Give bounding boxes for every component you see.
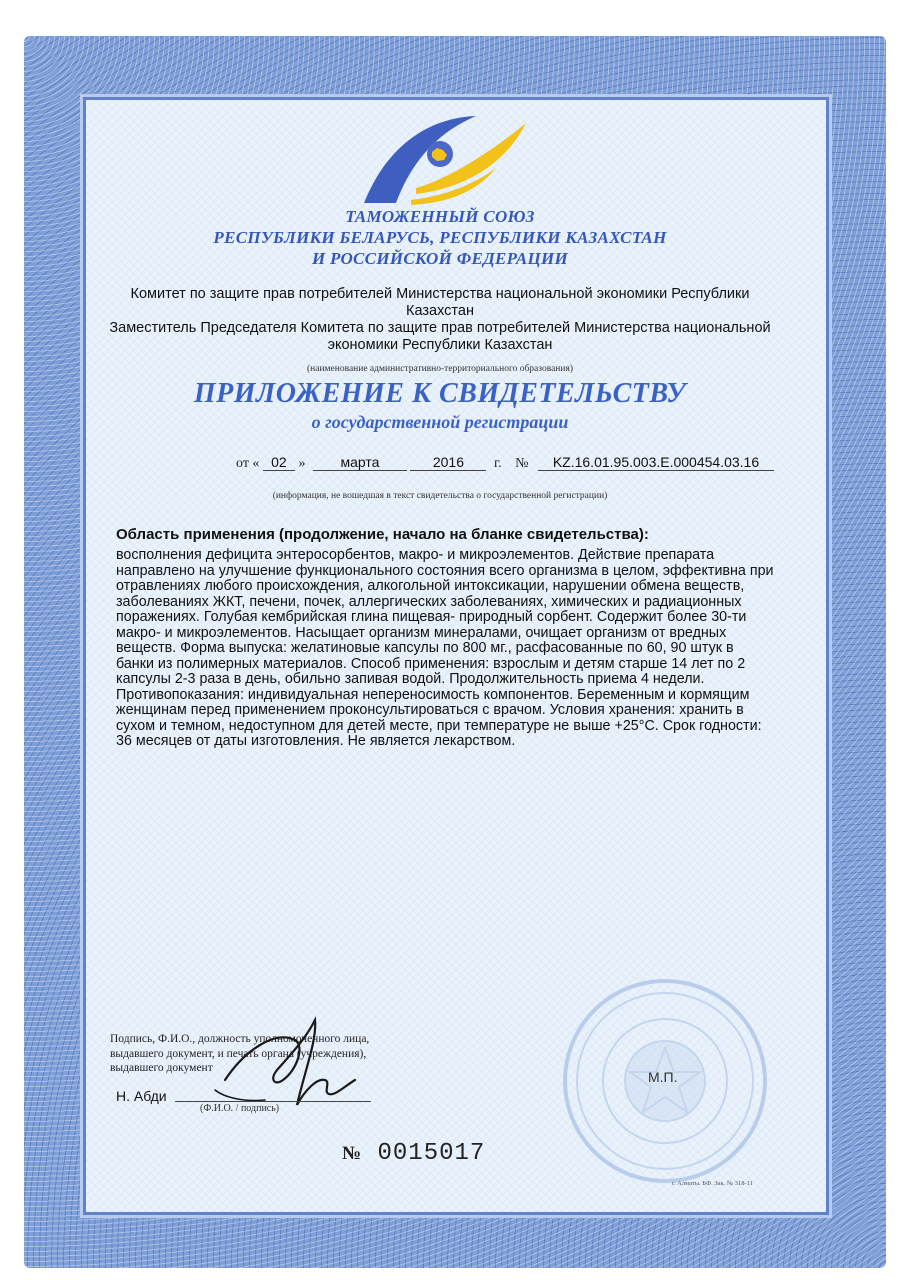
- date-mid: »: [298, 456, 306, 471]
- section-heading: Область применения (продолжение, начало на бланке свидетельства):: [116, 526, 649, 543]
- signer-caption: (Ф.И.О. / подпись): [200, 1103, 280, 1114]
- organization-line-3: И РОССИЙСКОЙ ФЕДЕРАЦИИ: [311, 249, 569, 268]
- organization-title: [120, 206, 760, 269]
- authority-line-2: Казахстан: [406, 303, 474, 319]
- text-line: направлено на улучшение функционального состояния всего организма в целом, эффективна при: [116, 562, 774, 579]
- text-line: веществ. Форма выпуска: желатиновые капсулы по 800 мг., расфасованные по 60, 90 штук в: [116, 640, 734, 656]
- registration-number-label: №: [515, 456, 529, 471]
- text-line: восполнения дефицита энтеросорбентов, макро- и микроэлементов. Действие препарата: [116, 547, 715, 563]
- customs-union-emblem-icon: [356, 108, 536, 208]
- authority-line-1: Комитет по защите прав потребителей Министерства национальной экономики Республики: [130, 286, 750, 302]
- printer-code: г. Алматы. БФ. Зак. № 318-11: [672, 1180, 753, 1187]
- document-subtitle: о государственной регистрации: [311, 412, 569, 432]
- text-line: макро- и микроэлементов. Насыщает организм минералами, очищает организм от вредных: [116, 624, 727, 641]
- date-number-line: [236, 454, 774, 472]
- registration-number: KZ.16.01.95.003.E.000454.03.16: [538, 454, 774, 471]
- text-line: сухом и темном, недоступном для детей месте, при температуре не выше +25°С. Срок годности:: [116, 717, 762, 734]
- date-year-suffix: г.: [493, 456, 502, 471]
- text-line: поражениях. Голубая кембрийская глина пищевая- природный сорбент. Содержит более 30-ти: [116, 609, 747, 625]
- text-line: банки из полимерных материалов. Способ применения: взрослым и детям старше 14 лет по 2: [116, 655, 746, 672]
- text-line: 36 месяцев от даты изготовления. Не является лекарством.: [116, 733, 516, 749]
- form-number-label: №: [342, 1143, 363, 1164]
- text-line: женщинам перед применением проконсультироваться с врачом. Условия хранения: хранить в: [116, 702, 744, 718]
- signature-underline: [175, 1101, 371, 1102]
- authority-line-3: Заместитель Председателя Комитета по защите прав потребителей Министерства национальной: [109, 320, 771, 336]
- section-text: [116, 548, 792, 750]
- text-line: заболеваниях ЖКТ, печени, почек, аллергических заболеваниях, химических и радиационных: [116, 593, 742, 610]
- form-number: [342, 1140, 485, 1167]
- signature-caption-line-3: выдавшего документ: [110, 1062, 213, 1074]
- info-caption: (информация, не вошедшая в текст свидетельства о государственной регистрации): [272, 491, 608, 501]
- signer-name: Н. Абди: [116, 1088, 167, 1104]
- seal-place-label: М.П.: [648, 1069, 678, 1085]
- signature-caption-line-2: выдавшего документ, и печать органа (учреждения),: [110, 1047, 367, 1060]
- signature-caption-line-1: Подпись, Ф.И.О., должность уполномоченного лица,: [110, 1033, 370, 1045]
- organization-line-1: ТАМОЖЕННЫЙ СОЮЗ: [345, 207, 535, 226]
- document-title: ПРИЛОЖЕНИЕ К СВИДЕТЕЛЬСТВУ: [193, 378, 687, 409]
- text-line: капсулы 2-3 раза в день, обильно запивая водой. Продолжительность приема 4 недели.: [116, 671, 705, 687]
- date-month: марта: [313, 454, 407, 471]
- date-day: 02: [263, 454, 295, 471]
- form-number-value: 0015017: [377, 1140, 486, 1167]
- authority-caption: (наименование административно-территориального образования): [306, 364, 573, 374]
- organization-line-2: РЕСПУБЛИКИ БЕЛАРУСЬ, РЕСПУБЛИКИ КАЗАХСТАН: [213, 228, 667, 247]
- text-line: Противопоказания: индивидуальная непереносимость компонентов. Беременным и кормящим: [116, 686, 750, 703]
- date-prefix: от «: [236, 456, 260, 471]
- authority-line-4: экономики Республики Казахстан: [327, 337, 553, 353]
- text-line: отравлениях любого происхождения, алкогольной интоксикации, нарушении обмена веществ,: [116, 578, 745, 594]
- date-year: 2016: [410, 454, 486, 471]
